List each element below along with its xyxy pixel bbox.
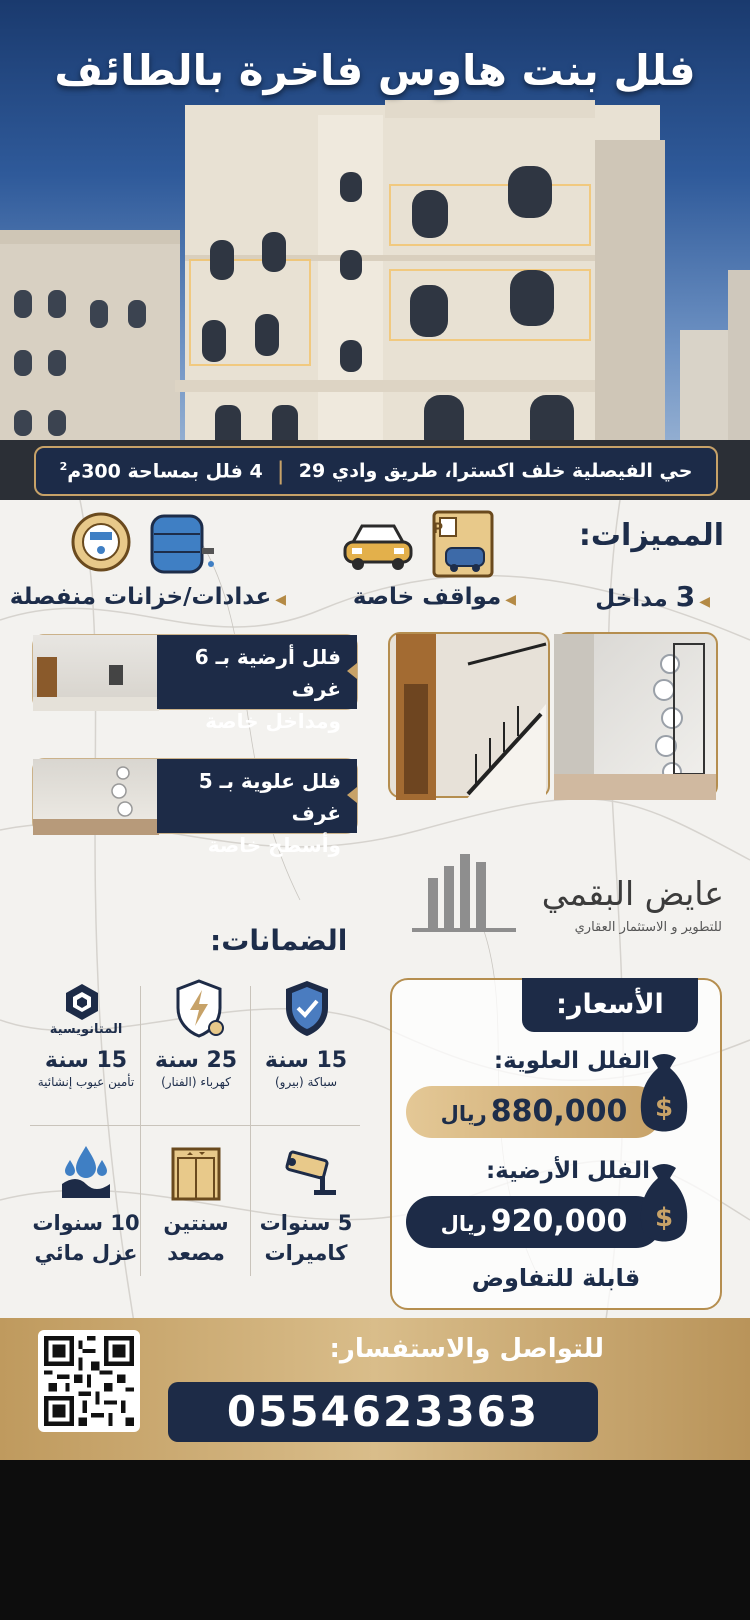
footer-band: [0, 1460, 750, 1620]
guarantee-cameras: [250, 1208, 362, 1268]
phone-number[interactable]: 0554623363: [168, 1382, 598, 1442]
upper-villa-image: [33, 759, 159, 833]
bullet-icon: [347, 663, 357, 679]
page-title: فلل بنت هاوس فاخرة بالطائف: [54, 46, 696, 95]
qr-code[interactable]: [38, 1330, 140, 1432]
guarantee-electric: [140, 1048, 252, 1089]
upper-price: 880,000: [490, 1094, 628, 1129]
elevator-icon: [170, 1146, 222, 1202]
guarantee-label: عزل مائي: [34, 1241, 138, 1265]
company-name: عايض البقمي: [541, 874, 724, 913]
upper-villa-text: [157, 759, 357, 857]
feature-meters: [10, 584, 286, 610]
lower-price: 920,000: [490, 1204, 628, 1239]
bullet-icon: ◀: [275, 592, 286, 608]
svg-text:P: P: [432, 521, 443, 537]
ground-villa-text: [157, 635, 357, 733]
money-bag-icon: [636, 1050, 692, 1142]
qr-code-icon: [44, 1336, 134, 1426]
bullet-icon: ◀: [505, 592, 516, 608]
area-info: [60, 460, 263, 482]
parking-label: مواقف خاصة: [352, 584, 502, 610]
money-bag-icon: [636, 1160, 692, 1252]
upper-villas-label: الفلل العلوية:: [493, 1048, 650, 1074]
electric-shield-icon: [172, 978, 226, 1040]
bullet-icon: [347, 787, 357, 803]
location-bar: [34, 446, 718, 496]
parking-icon: [432, 510, 494, 578]
entrances-count: 3: [675, 580, 696, 613]
location-address: حي الفيصلية خلف اكسترا، طريق وادي 29: [298, 460, 693, 482]
area-text: 4 فلل بمساحة 300م: [67, 460, 263, 483]
water-insulation-icon: [58, 1144, 114, 1202]
guarantee-label: تأمين عيوب إنشائية: [37, 1075, 135, 1089]
guarantee-structural: [30, 1048, 142, 1089]
stairs-photo-art: [386, 634, 548, 800]
insurance-brand: المتانويسية: [49, 1022, 123, 1037]
interior-photo-stairs: [388, 632, 550, 798]
lower-price-pill: [406, 1196, 662, 1248]
guarantee-value: 15 سنة: [44, 1048, 128, 1073]
company-logo-icon: [410, 848, 520, 938]
guarantee-value: 25 سنة: [154, 1048, 238, 1073]
guarantee-value: 15 سنة: [264, 1048, 348, 1073]
bullet-icon: ◀: [699, 594, 710, 610]
currency: ريال: [440, 1102, 487, 1126]
ground-villa-line1: فلل أرضية بـ 6 غرف: [194, 645, 341, 701]
upper-villa-line2: وأسطح خاصة: [207, 833, 341, 857]
meters-label: عدادات/خزانات منفصلة: [9, 584, 272, 610]
interior-photo-art: [554, 634, 716, 800]
ground-villa-card: [32, 634, 358, 733]
contact-section: [0, 1318, 750, 1460]
svg-text:$: $: [654, 1203, 674, 1233]
entrances-label: مداخل: [595, 586, 668, 612]
room-image-art: [33, 635, 159, 711]
contact-label: للتواصل والاستفسار:: [329, 1334, 604, 1364]
divider: |: [276, 457, 285, 485]
guarantee-label: كهرباء (الفنار): [161, 1075, 231, 1089]
currency: ريال: [440, 1212, 487, 1236]
upper-villa-line1: فلل علوية بـ 5 غرف: [198, 769, 341, 825]
shield-check-icon: [282, 978, 332, 1038]
guarantee-elevator: [140, 1208, 252, 1268]
upper-villa-card: [32, 758, 358, 857]
guarantee-plumbing: [250, 1048, 362, 1089]
negotiable-note: قابلة للتفاوض: [471, 1264, 641, 1292]
svg-text:$: $: [654, 1093, 674, 1123]
insurance-logo-icon: [62, 982, 102, 1022]
area-superscript: 2: [59, 459, 68, 473]
guarantee-label: مصعد: [167, 1241, 225, 1265]
water-tank-icon: [148, 510, 218, 576]
lower-villas-label: الفلل الأرضية:: [485, 1158, 650, 1184]
guarantee-label: سباكة (بيرو): [274, 1075, 338, 1089]
camera-icon: [282, 1148, 340, 1198]
car-icon: [342, 518, 414, 572]
feature-parking: [353, 584, 516, 610]
hero-section: [0, 0, 750, 500]
guarantee-value: 5 سنوات: [259, 1211, 353, 1235]
features-title: المميزات:: [578, 518, 724, 553]
company-subtitle: للتطوير و الاستثمار العقاري: [574, 920, 722, 935]
grid-divider: [30, 1125, 360, 1126]
upper-price-pill: [406, 1086, 662, 1138]
guarantee-value: 10 سنوات: [32, 1211, 140, 1235]
ground-villa-image: [33, 635, 159, 709]
guarantees-title: الضمانات:: [210, 924, 348, 957]
feature-entrances: [595, 580, 710, 613]
interior-photo-lights: [556, 632, 718, 798]
meter-icon: [70, 510, 132, 576]
guarantee-label: كاميرات: [264, 1241, 348, 1265]
room-image-art: [33, 759, 159, 835]
ground-villa-line2: ومداخل خاصة: [205, 709, 341, 733]
prices-panel: [390, 978, 722, 1310]
guarantee-value: سنتين: [163, 1211, 229, 1235]
guarantee-waterproofing: [30, 1208, 142, 1268]
prices-title: الأسعار:: [522, 978, 698, 1032]
